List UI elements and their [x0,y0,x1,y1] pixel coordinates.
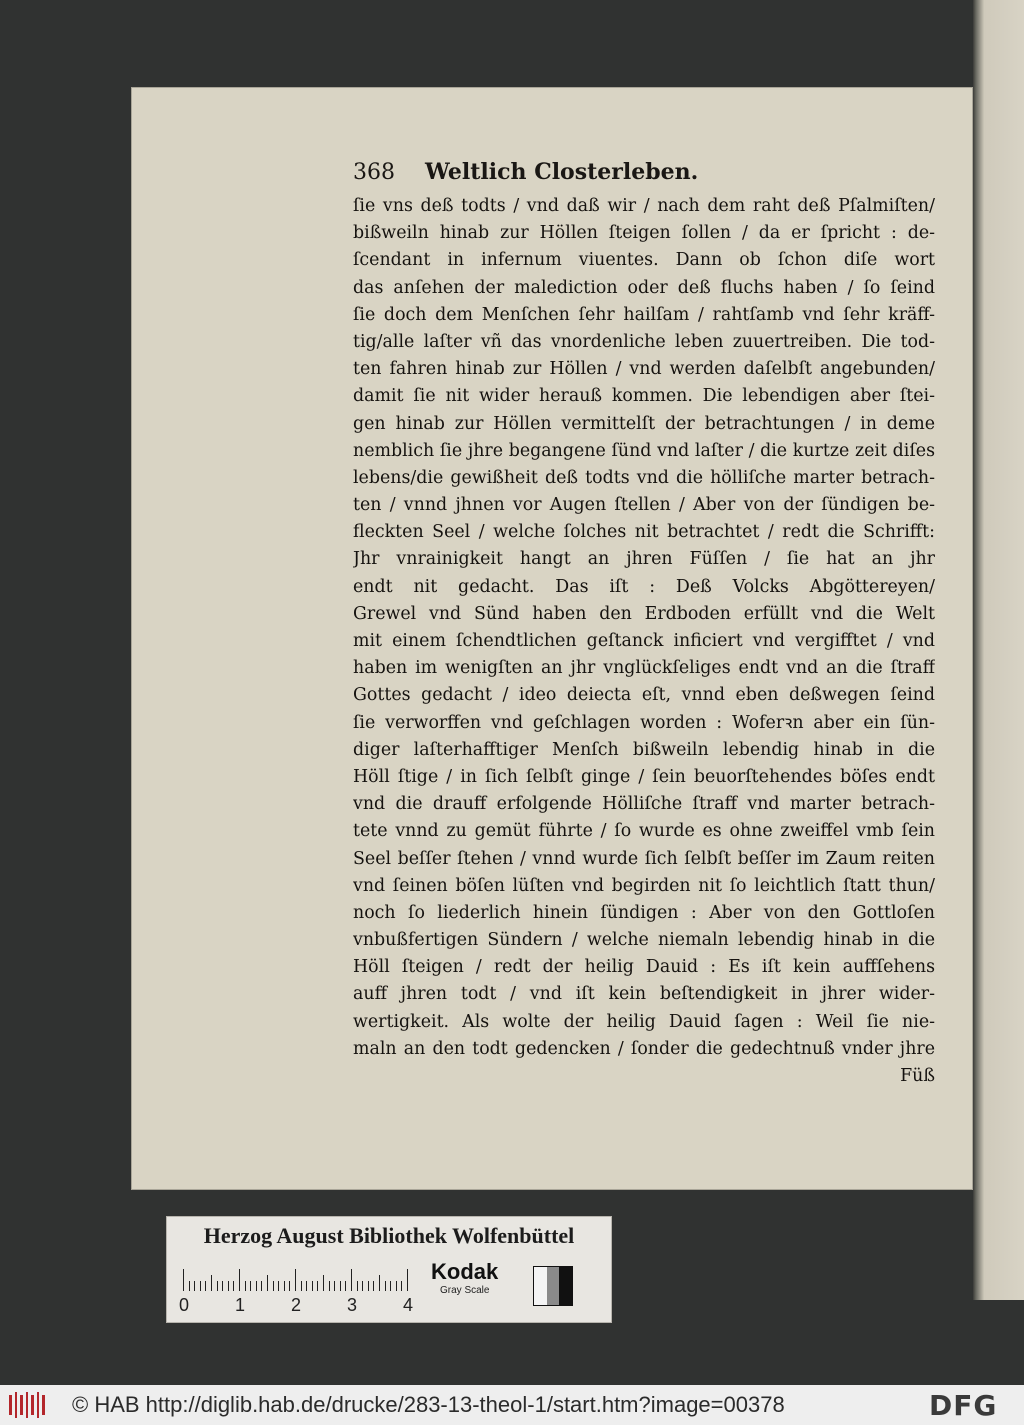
text-line: ten fahren hinab zur Höllen / vnd werden daſelbſt angebunden/ [353,359,935,380]
text-line: noch ſo liederlich hinein ſündigen : Aber von den Gottloſen [353,902,935,923]
dfg-logo: DFG [929,1389,998,1422]
text-line: mit einem ſchendtlichen geſtanck inficiert vnd vergifftet / vnd [353,631,935,651]
ruler-tick [261,1281,262,1291]
gray-swatch [547,1267,560,1305]
text-line: ſie vns deß todts / vnd daß wir / nach dem raht deß Pſalmiſten/ [353,196,935,216]
text-line: vnd die drauff erfolgende Hölliſche ſtraff vnd marter betrach- [353,794,935,815]
ruler-tick [396,1281,397,1291]
ruler-tick [401,1281,402,1291]
ruler-tick [205,1281,206,1291]
text-line: ſie verworffen vnd geſchlagen worden : Woferꝛn aber ein ſün- [353,712,935,733]
text-line: nemblich ſie jhre begangene ſünd vnd laſter / die kurtze zeit diſes [353,440,935,461]
text-line: auff jhren todt / vnd iſt kein beſtendigkeit in jhrer wider- [353,984,935,1005]
kodak-brand: Kodak [431,1259,499,1284]
ruler-tick [329,1281,330,1291]
ruler-tick [390,1281,391,1291]
ruler-tick [245,1281,246,1291]
running-head [353,159,935,193]
ruler-tick [278,1281,279,1291]
text-line: ſcendant in infernum viuentes. Dann ob ſchon diſe wort [353,250,935,271]
ruler-tick [228,1281,229,1291]
page-number: 368 [353,160,395,185]
text-line: endt nit gedacht. Das iſt : Deß Volcks Abgöttereyen/ [353,576,935,597]
black-swatch [559,1267,572,1305]
text-line: Jhr vnrainigkeit hangt an jhren Füſſen / ſie hat an jhr [353,549,935,570]
ruler-tick [340,1281,341,1291]
text-line: Höll ſtige / in ſich ſelbſt ginge / ſein beuorſtehendes böſes endt [353,766,935,787]
ruler-tick [379,1275,380,1291]
ruler-tick [284,1281,285,1291]
text-line: diger laſterhafftiger Menſch bißweiln lebendig hinab in die [353,739,935,760]
text-line: tig/alle laſter vñ das vnordenliche leben zuuertreiben. Die tod- [353,331,935,352]
catchword: Füß [900,1066,935,1086]
ruler-tick [200,1281,201,1291]
ruler-label: 0 [179,1295,190,1315]
text-line: ſie doch dem Menſchen ſehr hailſam / rahtſamb vnd ſehr kräff- [353,304,935,325]
ruler-tick [323,1275,324,1291]
text-line: Grewel vnd Sünd haben den Erdboden erfüllt vnd die Welt [353,603,935,624]
white-swatch [534,1267,547,1305]
page-text-block [353,159,935,1090]
color-calibration-card [166,1216,612,1323]
ruler-tick [295,1269,296,1291]
text-line: vnd ſeinen böſen lüſten vnd begirden nit ſo leichtlich ſtatt thun/ [353,875,935,896]
text-line: Gottes gedacht / ideo deiecta eſt, vnnd eben deßwegen ſeind [353,685,935,706]
ruler-tick [194,1281,195,1291]
footer-bar [0,1385,1024,1425]
ruler-tick [351,1269,352,1291]
ruler-tick [256,1281,257,1291]
ruler-tick [385,1281,386,1291]
hab-barcode-logo-icon [8,1391,48,1419]
ruler-tick [368,1281,369,1291]
ruler-tick [362,1281,363,1291]
ruler-tick [334,1281,335,1291]
ruler-tick [211,1275,212,1291]
ruler-tick [217,1281,218,1291]
text-line: das anſehen der malediction oder deß fluchs haben / ſo ſeind [353,277,935,298]
ruler-tick [301,1281,302,1291]
text-line: gen hinab zur Höllen vermittelſt der betrachtungen / in deme [353,413,935,434]
text-line: Seel beſſer ſtehen / vnnd wurde ſich ſelbſt beſſer im Zaum reiten [353,848,935,869]
ruler-tick [317,1281,318,1291]
adjacent-page-text-fragment [985,40,1021,1240]
body-text [353,193,935,1090]
ruler-tick [250,1281,251,1291]
ruler-tick [273,1281,274,1291]
text-line: haben im wenigſten an jhr vnglückſeliges endt vnd an die ſtraff [353,658,935,679]
adjacent-page-edge [973,0,1024,1300]
ruler-label: 1 [235,1295,246,1315]
ruler-tick [306,1281,307,1291]
ruler-tick [373,1281,374,1291]
ruler-label: 4 [403,1295,414,1315]
text-line: lebens/die gewißheit deß todts vnd die hölliſche marter betrach- [353,467,935,488]
text-line: vnbußfertigen Sündern / welche niemaln lebendig hinab in die [353,930,935,951]
text-line: damit ſie nit wider herauß kommen. Die lebendigen aber ſtei- [353,386,935,407]
ruler-tick [345,1281,346,1291]
ruler-tick [222,1281,223,1291]
book-page [131,87,973,1190]
gray-swatches [533,1266,573,1306]
text-line: fleckten Seel / welche ſolches nit betrachtet / redt die Schrifft: [353,522,935,543]
measurement-ruler [183,1261,415,1291]
text-line: wertigkeit. Als wolte der heilig Dauid ſagen : Weil ſie nie- [353,1011,935,1032]
ruler-tick [267,1275,268,1291]
ruler-tick [407,1269,408,1291]
ruler-tick [312,1281,313,1291]
institution-name: Herzog August Bibliothek Wolfenbüttel [203,1223,575,1248]
running-title: Weltlich Closterleben. [425,159,699,185]
ruler-label: 3 [347,1295,358,1315]
text-line: ten / vnnd jhnen vor Augen ſtellen / Aber von der ſündigen be- [353,495,935,516]
text-line: Höll ſteigen / redt der heilig Dauid : Es iſt kein auffſehens [353,957,935,978]
source-link[interactable]: © HAB http://diglib.hab.de/drucke/283-13-theol-1/start.htm?image=00378 [72,1392,785,1417]
ruler-tick [357,1281,358,1291]
ruler-label: 2 [291,1295,302,1315]
ruler-tick [183,1269,184,1291]
gray-scale-label: Gray Scale [440,1285,490,1296]
text-line: bißweiln hinab zur Höllen ſteigen ſollen / da er ſpricht : de- [353,223,935,244]
ruler-tick [239,1269,240,1291]
text-line: tete vnnd zu gemüt führte / ſo wurde es ohne zweiffel vmb ſein [353,821,935,842]
text-line: maln an den todt gedencken / ſonder die gedechtnuß vnder jhre [353,1038,935,1059]
ruler-tick [233,1281,234,1291]
ruler-tick [189,1281,190,1291]
ruler-tick [289,1281,290,1291]
